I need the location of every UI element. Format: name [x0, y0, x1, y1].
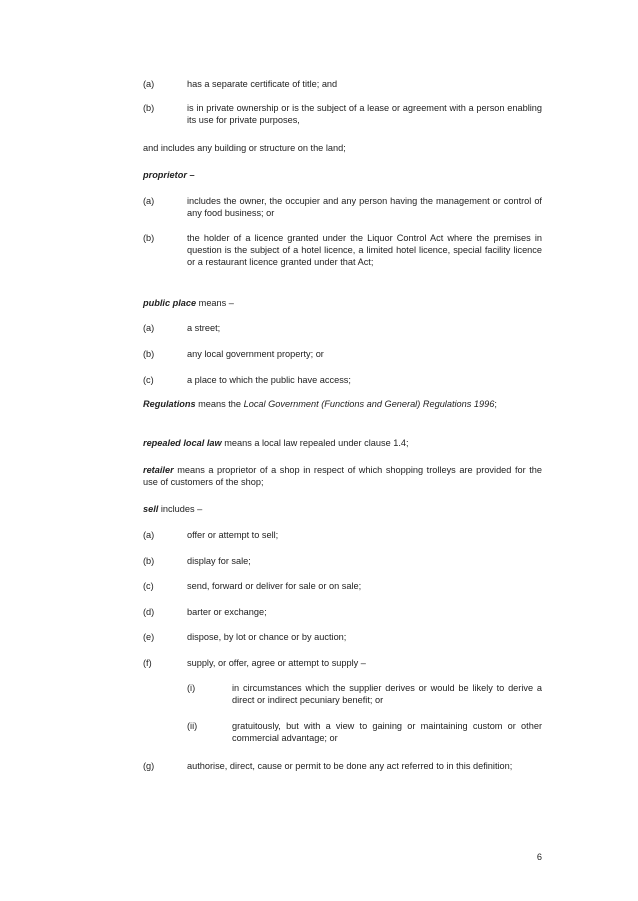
term-rest: means a local law repealed under clause 1.4;: [221, 438, 409, 448]
item-label: (c): [143, 375, 154, 385]
item-label: (b): [143, 556, 155, 566]
item-label: (g): [143, 761, 155, 771]
item-label: (i): [187, 683, 196, 693]
item-label: (a): [143, 196, 155, 206]
definition-term: [143, 398, 542, 410]
item-label: (a): [143, 323, 155, 333]
term-italic: Local Government (Functions and General) Regulations 1996: [243, 399, 495, 409]
item-label: (a): [143, 79, 155, 89]
item-text: includes the owner, the occupier and any person having the management or control of any food business; or: [187, 196, 542, 218]
item-text: a place to which the public have access;: [187, 375, 351, 385]
item-label: (f): [143, 658, 152, 668]
item-label: (c): [143, 581, 154, 591]
item-text: dispose, by lot or chance or by auction;: [187, 632, 347, 642]
item-text: is in private ownership or is the subject of a lease or agreement with a person enabling its use for private purposes,: [187, 103, 542, 125]
term-tail: ;: [494, 399, 497, 409]
definition-term: [143, 169, 542, 181]
item-label: (a): [143, 530, 155, 540]
item-text: authorise, direct, cause or permit to be done any act referred to in this definition;: [187, 761, 513, 771]
term-rest: includes –: [158, 504, 203, 514]
definition-term: [143, 297, 542, 309]
term: retailer: [143, 465, 174, 475]
term-rest: means the: [195, 399, 244, 409]
term-rest: means a proprietor of a shop in respect of which shopping trolleys are provided for the use of customers of the shop;: [143, 465, 542, 487]
item-text: a street;: [187, 323, 221, 333]
item-label: (ii): [187, 721, 198, 731]
page-number: 6: [536, 852, 542, 862]
definition-term: [143, 464, 542, 488]
paragraph: and includes any building or structure on the land;: [143, 143, 346, 153]
item-label: (b): [143, 349, 155, 359]
item-text: any local government property; or: [187, 349, 324, 359]
item-text: send, forward or deliver for sale or on sale;: [187, 581, 362, 591]
item-label: (d): [143, 607, 155, 617]
item-text: display for sale;: [187, 556, 251, 566]
item-text: offer or attempt to sell;: [187, 530, 279, 540]
term-rest: means –: [196, 298, 234, 308]
item-text: barter or exchange;: [187, 607, 267, 617]
definition-term: [143, 437, 542, 449]
item-text: in circumstances which the supplier derives or would be likely to derive a direct or indirect pecuniary benefit; or: [232, 683, 542, 705]
item-text: the holder of a licence granted under the Liquor Control Act where the premises in question is the subject of a hotel licence, a limited hotel licence, special facility licence or a restaurant licence granted under that Act;: [187, 233, 542, 267]
term: proprietor –: [143, 170, 195, 180]
item-label: (e): [143, 632, 155, 642]
term: sell: [143, 504, 159, 514]
item-label: (b): [143, 103, 155, 113]
definition-term: [143, 503, 542, 515]
item-text: supply, or offer, agree or attempt to supply –: [187, 658, 366, 668]
term: Regulations: [143, 399, 196, 409]
term: repealed local law: [143, 438, 222, 448]
item-text: gratuitously, but with a view to gaining or maintaining custom or other commercial advantage; or: [232, 721, 542, 743]
item-label: (b): [143, 233, 155, 243]
item-text: has a separate certificate of title; and: [187, 79, 338, 89]
term: public place: [143, 298, 197, 308]
